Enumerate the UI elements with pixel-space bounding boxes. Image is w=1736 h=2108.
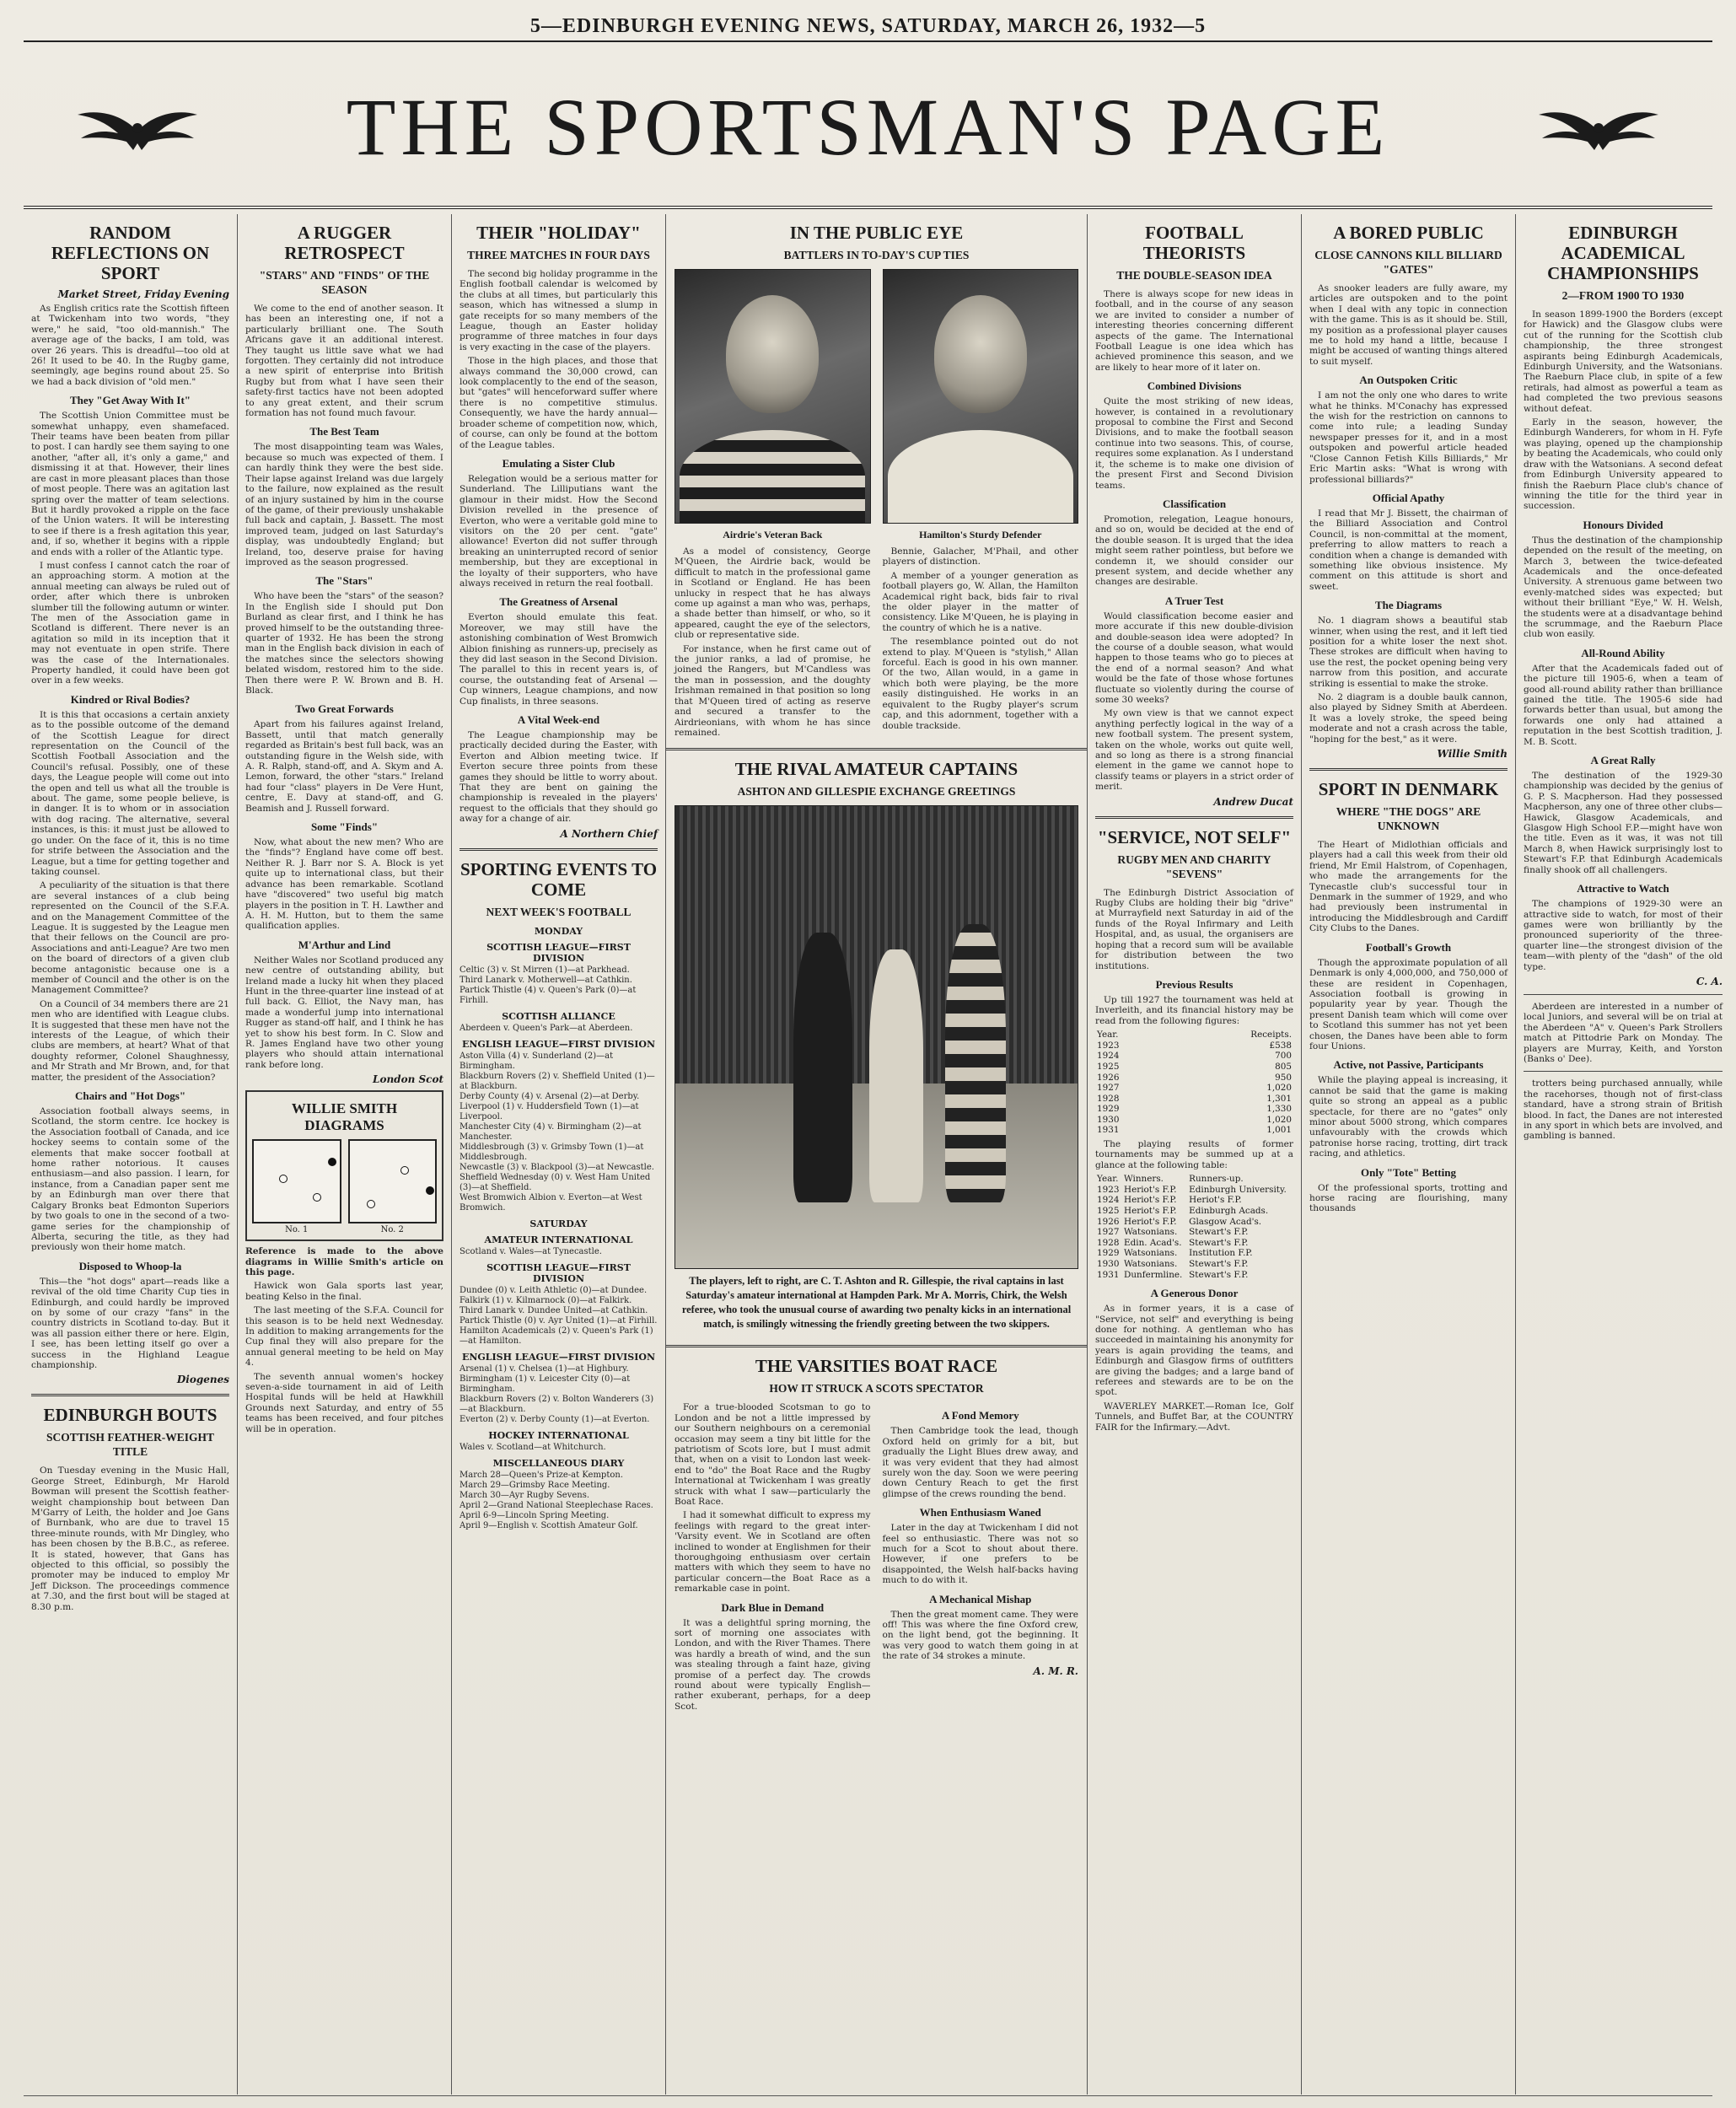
- article-paragraph: I must confess I cannot catch the roar of an approaching storm. A motion at the annual meeting can always be ruled out of order, after which there is unbroken slumber till the following autumn or winter. The men of the Association game in Scotland is different. There never is an agitation so mild in its inception that it may not eventuate in open strife. There was the case of the Internationales. Property handled, it could have been got over in a few weeks.: [31, 560, 229, 686]
- fixtures-heading: ENGLISH LEAGUE—FIRST DIVISION: [461, 1038, 656, 1050]
- article-paragraph: I am not the only one who dares to write what he thinks. M'Conachy has expressed the wish for the restriction on cannons to come into rule; a leading Sunday newspaper presses for it, and in a most outspoken and powerful article headed "Close Cannon Fetish Kills Billiards," Mr Eric Martin asks: "What is wrong with professional billiards?": [1309, 390, 1508, 485]
- article-paragraph: Promotion, relegation, League honours, and so on, would be decided at the end of the double season. It is urged that the idea might seem rather pointless, but before we condemn it, we should consider our present system, and decide whether any changes are desirable.: [1095, 514, 1293, 588]
- photo-caption: Airdrie's Veteran Back: [723, 529, 823, 540]
- fixture-line: Newcastle (3) v. Blackpool (3)—at Newcastle.: [460, 1162, 654, 1172]
- column-academical-championships: [1516, 214, 1730, 2095]
- fixtures-list: [460, 926, 658, 1531]
- article-paragraph: It was a delightful spring morning, the sort of morning one associates with London, and with the River Thames. There was hardly a breath of wind, and the sun was stealing through a faint haze, giving promise of a perfect day. The crowds round about were typically English—rather exuberant, perhaps, for a deep Scot.: [675, 1617, 871, 1712]
- column-random-reflections: [24, 214, 238, 2095]
- subheading: Disposed to Whoop-la: [78, 1259, 182, 1272]
- table-row: [1095, 1073, 1293, 1084]
- subheading: A Generous Donor: [1150, 1287, 1239, 1300]
- table-row: [1095, 1270, 1293, 1281]
- section-divider: [1524, 1071, 1723, 1072]
- table-row: [1095, 1104, 1293, 1115]
- subheading: Football's Growth: [1365, 940, 1452, 954]
- article-headline: SPORT IN DENMARK: [1318, 779, 1499, 800]
- table-cell: 1930: [1097, 1259, 1120, 1270]
- fixture-line: Partick Thistle (4) v. Queen's Park (0)—at Firhill.: [460, 985, 637, 1005]
- article-headline: EDINBURGH ACADEMICAL CHAMPIONSHIPS: [1547, 223, 1699, 283]
- article-paragraph: Then Cambridge took the lead, though Oxford held on grimly for a bit, but gradually the Light Blues drew away, and it was very evident that they had almost surely won the day. Soon we were peering down Century Reach to get the first glimpse of the crews rounding the bend.: [882, 1426, 1078, 1499]
- article-paragraph: Of the professional sports, trotting and horse racing are flourishing, many thousands: [1309, 1182, 1508, 1214]
- fixture-line: Falkirk (1) v. Kilmarnock (0)—at Falkirk.: [460, 1295, 632, 1305]
- article-headline: THE VARSITIES BOAT RACE: [755, 1356, 998, 1377]
- table-cell: 1931: [1097, 1125, 1120, 1136]
- article-paragraph: My own view is that we cannot expect anything perfectly logical in the way of a new football system. The present system, taken on the whole, works out quite well, and so long as there is a strong financial element in the game we cannot hope to classify teams or players in a strict order of merit.: [1095, 708, 1293, 793]
- article-paragraph: For a true-blooded Scotsman to go to London and be not a little impressed by our Southern neighbours on a ceremonial occasion may seem a tiny bit little for the patriotism of Scots lore, but I must admit that, when on a visit to London last week-end to "do" the Boat Race and the Rugby International at Twickenham I was greatly struck with what I saw—particularly the Boat Race.: [675, 1402, 871, 1507]
- subheading: When Enthusiasm Waned: [919, 1506, 1041, 1519]
- column-centre-features: [666, 214, 1088, 2095]
- table-cell: Heriot's F.P.: [1124, 1195, 1177, 1206]
- article-paragraph: Then the great moment came. They were off! This was where the fine Oxford crew, on the light bend, got the beginning. It was very good to watch them going in at the rate of 34 strokes a minute.: [882, 1609, 1078, 1662]
- table-cell: 1929: [1097, 1248, 1120, 1259]
- author-signature: Diogenes: [176, 1374, 229, 1386]
- article-paragraph: Those in the high places, and those that always command the 30,000 crowd, can look complacently to the end of the season, but "gates" will henceforward suffer where there is no competitive stimulus. Consequently, we have the hardy annual—broader scheme of competition now, which, of course, can only be found at the bottom of the League tables.: [460, 356, 658, 450]
- subheading: All-Round Ability: [1581, 646, 1665, 659]
- article-paragraph: For instance, when he first came out of the junior ranks, a lad of promise, he joined the Rangers, but M'Candless was the man in possession, and the doughty Irishman remained in that position so long that M'Queen tired of acting as reserve and secured a transfer to the Airdrieonians, with whom he has since remained.: [675, 643, 871, 738]
- table-cell: Edinburgh Acads.: [1189, 1206, 1269, 1217]
- article-paragraph: The most disappointing team was Wales, because so much was expected of them. I can hardly think they were the best side. Their lapse against Ireland was due largely to the failure, now explained as the result of an injury sustained by him in the course of the game, of their previously unshakable full back and captain, J. Bassett. The most improved team, judged on last Saturday's display, was undoubtedly England; but Ireland, too, deserve praise for having improved as the season progressed.: [245, 442, 443, 567]
- table-cell: 1927: [1097, 1083, 1120, 1094]
- fixture-line: Wales v. Scotland—at Whitchurch.: [460, 1442, 606, 1452]
- masthead: [24, 47, 1712, 209]
- table-cell: 1,020: [1266, 1114, 1292, 1125]
- subheading: A Mechanical Mishap: [929, 1592, 1032, 1605]
- fixture-line: Aston Villa (4) v. Sunderland (2)—at Birmingham.: [460, 1051, 614, 1071]
- billiard-ball-icon: [279, 1175, 288, 1183]
- billiard-ball-icon: [426, 1186, 434, 1195]
- article-paragraph: This—the "hot dogs" apart—reads like a revival of the old time Charity Cup ties in Edinburgh, and could hardly be improved on by some of our crazy "fans" in the country districts in Scotland to-day. But it was all passion either there or here. Elgin, I see, has been letting itself go over a success in the Highland League championship.: [31, 1276, 229, 1370]
- table-cell: Institution F.P.: [1189, 1248, 1253, 1259]
- article-paragraph: The League championship may be practically decided during the Easter, with Everton and Albion meeting twice. If Everton secure three points from these games they should be little to worry about. That they are bent on gaining the championship is revealed in the players' request to the officials that they should go away for a change of air.: [460, 730, 658, 825]
- table-cell: Heriot's F.P.: [1124, 1206, 1177, 1217]
- author-signature: Willie Smith: [1437, 748, 1508, 761]
- section-divider: [31, 1394, 229, 1396]
- article-paragraph: Now, what about the new men? Who are the "finds"? England have come off best. Neither R. J. Barr nor S. A. Block is yet quite up to international class, but their advance has been remarkable. Scotland have "discovered" two useful big match players in the position in T. H. Lawther and A. H. M. Hutton, but to them the same qualification applies.: [245, 837, 443, 932]
- table-cell: 700: [1275, 1051, 1292, 1062]
- fixtures-heading: SCOTTISH ALLIANCE: [502, 1010, 615, 1022]
- table-row: [1095, 1185, 1293, 1196]
- boat-race-section: [666, 1356, 1087, 1722]
- article-paragraph: Aberdeen are interested in a number of local Juniors, and several will be on trial at the Aberdeen "A" v. Queen's Park Strollers match at Pittodrie Park on Monday. The players are Murray, Keith, and Yorston (Banks o' Dee).: [1524, 1001, 1723, 1064]
- portrait-photo: [675, 269, 871, 524]
- article-paragraph: The Edinburgh District Association of Rugby Clubs are holding their big "drive" at Murrayfield next Saturday in aid of the funds of the Royal Infirmary and Leith Hospital, and, as usual, the organisers are hoping that a record sum will be available for distribution between the two institutions.: [1095, 887, 1293, 971]
- fixtures-heading: MONDAY: [534, 925, 583, 937]
- fixture-line: March 28—Queen's Prize-at Kempton.: [460, 1470, 623, 1480]
- table-row: [1095, 1115, 1293, 1126]
- article-paragraph: Thus the destination of the championship depended on the result of the meeting, on March 3, between the twice-defeated Academicals and the once-defeated University. A strenuous game between two evenly-matched sides was expected; but without their brilliant "Eye," W. H. Welsh, the students were at a disadvantage behind the scrummage, and the Raeburn Place club won easily.: [1524, 535, 1723, 640]
- table-cell: Stewart's F.P.: [1189, 1237, 1249, 1248]
- article-paragraph: While the playing appeal is increasing, it cannot be said that the game is making quite so strong an appeal as a public spectacle, for there are no "gates" only minor about 5000 strong, which compares unfavourably with the crowds which patronise horse racing, trotting, dirt track racing, and athletics.: [1309, 1075, 1508, 1159]
- fixture-line: April 6-9—Lincoln Spring Meeting.: [460, 1510, 610, 1520]
- fixture-line: Blackburn Rovers (2) v. Sheffield United (1)—at Blackburn.: [460, 1071, 655, 1091]
- photo-face: [726, 295, 819, 413]
- article-paragraph: I had it somewhat difficult to express my feelings with regard to the great inter-'Varsity event. We in Scotland are often inclined to wonder at Englishmen for their thoroughgoing enthusiasm over certain matters with which they seem to have no particular concern—the Boat Race as a remarkable case in point.: [675, 1510, 871, 1594]
- fixture-line: Hamilton Academicals (2) v. Queen's Park (1)—at Hamilton.: [460, 1326, 653, 1346]
- billiard-ball-icon: [313, 1193, 321, 1202]
- table-header: Year.: [1097, 1030, 1119, 1041]
- portrait-photo: [883, 269, 1079, 524]
- subheading: Active, not Passive, Participants: [1333, 1058, 1484, 1072]
- article-deck: HOW IT STRUCK A SCOTS SPECTATOR: [769, 1382, 984, 1395]
- fixture-line: Middlesbrough (3) v. Grimsby Town (1)—at Middlesbrough.: [460, 1142, 644, 1162]
- table-row: [1095, 1259, 1293, 1270]
- diagram-title: WILLIE SMITH DIAGRAMS: [291, 1100, 398, 1134]
- article-paragraph: We come to the end of another season. It has been an interesting one, if not a particularly brilliant one. The South Africans gave it an additional interest. They taught us little save what we had forgotten. They certainly did not introduce a new spirit of enterprise into British Rugby but from what I have seen their safety-first tactics have not been adopted to any great extent, and their scrum formation has not found much favour.: [245, 304, 443, 419]
- table-cell: Watsonians.: [1124, 1227, 1178, 1238]
- article-paragraph: Would classification become easier and more accurate if this new double-division and double-season idea were adopted? In the course of a double season, what would happen to those teams who go to pieces at the end of a normal season? And what would be the fate of those whose fortunes fluctuate so violently during the course of some 30 weeks?: [1095, 610, 1293, 705]
- table-cell: 1925: [1097, 1061, 1120, 1072]
- article-paragraph: The Heart of Midlothian officials and players had a call this week from their old friend, Mr Emil Halstrom, of Copenhagen, who made the arrangements for the Tynecastle club's successful tour in Denmark in the summer of 1929, and who had previously been instrumental in introducing the Middlesbrough and Cardiff City Clubs to the Danes.: [1309, 840, 1508, 934]
- billiard-ball-icon: [328, 1158, 336, 1166]
- article-headline: SPORTING EVENTS TO COME: [460, 858, 658, 900]
- table-cell: 1,301: [1266, 1093, 1292, 1104]
- subheading: A Fond Memory: [941, 1409, 1019, 1422]
- article-paragraph: On a Council of 34 members there are 21 men who are identified with League clubs. It is suggested that these men have not the interests of the League, of which their clubs are members, at heart? What of that doughty reformer, Colonel Shaughnessy, and Mr Strath and Mr Brown, and, for that matter, the president of the Association?: [31, 998, 229, 1083]
- article-deck: NEXT WEEK'S FOOTBALL: [486, 905, 632, 918]
- subheading: Some "Finds": [310, 820, 379, 834]
- subheading: A Great Rally: [1590, 754, 1656, 767]
- billiard-table-diagram: [348, 1139, 438, 1223]
- table-cell: Stewart's F.P.: [1189, 1259, 1249, 1270]
- table-cell: 1,020: [1266, 1083, 1292, 1094]
- article-deck: CLOSE CANNONS KILL BILLIARD "GATES": [1314, 249, 1502, 276]
- article-paragraph: Apart from his failures against Ireland, Bassett, until that match generally regarded as Britain's best full back, was an outstanding figure in the Welsh side, with A. R. Ralph, stand-off, and A. Skym and A. Lemon, forward, the other "stars." Ireland had four "class" players in De Vere Hunt, centre, E. Davy at stand-off, and G. Beamish and J. Russell forward.: [245, 719, 443, 814]
- photo-player: [793, 933, 852, 1202]
- table-cell: 805: [1275, 1061, 1292, 1072]
- section-divider: [1309, 768, 1508, 771]
- eagle-ornament-icon: [74, 99, 201, 159]
- table-cell: Stewart's F.P.: [1189, 1269, 1249, 1280]
- article-paragraph: In season 1899-1900 the Borders (except for Hawick) and the Glasgow clubs were cut of the running for the Scottish club championship, the three strongest aspirants being Edinburgh Academicals, Edinburgh University, and the Watsonians. The Raeburn Place club, in spite of a few retirals, had almost as powerful a team as had completed the two previous seasons without defeat.: [1524, 309, 1723, 414]
- article-paragraph: A peculiarity of the situation is that there are several instances of a club being represented on the Council of the S.F.A. and on the Management Committee of the League. It is suggested by the League men that their fellows on the Council are pro-Associations and anti-League? Are two men on the board of directors of a given club become antagonistic because one is a member of Council and the other is on the Management Committee?: [31, 880, 229, 996]
- table-cell: Stewart's F.P.: [1189, 1227, 1249, 1238]
- table-cell: 1927: [1097, 1227, 1120, 1238]
- article-headline: A BORED PUBLIC: [1333, 223, 1484, 243]
- fixture-line: Everton (2) v. Derby County (1)—at Everton.: [460, 1414, 650, 1424]
- subheading: Official Apathy: [1372, 491, 1445, 504]
- subheading: M'Arthur and Lind: [298, 938, 391, 951]
- fixtures-heading: SCOTTISH LEAGUE—FIRST DIVISION: [486, 941, 631, 964]
- subheading: Only "Tote" Betting: [1361, 1165, 1456, 1179]
- article-paragraph: The second big holiday programme in the English football calendar is welcomed by the clubs at all times, but particularly this season, which has witnessed a slump in gate receipts for so many members of the League, though an Easter holiday programme of three matches in four days is very exacting in the case of the players.: [460, 269, 658, 352]
- running-head: 5—EDINBURGH EVENING NEWS, SATURDAY, MARCH 26, 1932—5: [24, 12, 1712, 42]
- article-paragraph: As a model of consistency, George M'Queen, the Airdrie back, would be difficult to match in the professional game in Scotland or England. He has been unlucky in respect that he has always come up against a man who was, perhaps, a shade better than himself, or who, so it appeared, caught the eye of the selectors, club or representative side.: [675, 546, 871, 641]
- subheading: They "Get Away With It": [70, 394, 191, 407]
- table-cell: 1929: [1097, 1104, 1120, 1115]
- article-paragraph: No. 1 diagram shows a beautiful stab winner, when using the rest, and it left tied position for a white loser the next shot. These strokes are difficult when having to use the rest, the pocket opening being very narrow from this position, and accurate striking is essential to make the stroke.: [1309, 616, 1508, 689]
- table-row: [1095, 1094, 1293, 1105]
- article-deck: 2—FROM 1900 TO 1930: [1561, 289, 1685, 302]
- subheading: The Greatness of Arsenal: [499, 595, 618, 609]
- author-signature: A Northern Chief: [560, 827, 658, 840]
- article-headline: IN THE PUBLIC EYE: [789, 223, 964, 243]
- table-cell: 1925: [1097, 1206, 1120, 1217]
- fixture-line: April 9—English v. Scottish Amateur Golf.: [460, 1520, 638, 1530]
- subheading: Combined Divisions: [1147, 379, 1242, 393]
- fixture-line: Aberdeen v. Queen's Park—at Aberdeen.: [460, 1023, 633, 1033]
- author-signature: C. A.: [1696, 975, 1723, 987]
- fixture-line: Sheffield Wednesday (0) v. West Ham United (3)—at Sheffield.: [460, 1172, 651, 1192]
- table-row: [1095, 1062, 1293, 1073]
- article-paragraph: The champions of 1929-30 were an attractive side to watch, for most of their games were won brilliantly by the pronounced superiority of the three-quarter line—the strongest division of the team—with plenty of the "dash" of the old type.: [1524, 899, 1723, 972]
- table-row: [1095, 1206, 1293, 1217]
- article-paragraph: Reference is made to the above diagrams in Willie Smith's article on this page.: [245, 1246, 443, 1277]
- author-signature: London Scot: [373, 1073, 443, 1086]
- fixture-line: Manchester City (4) v. Birmingham (2)—at Manchester.: [460, 1121, 642, 1142]
- subheading: The "Stars": [315, 574, 374, 588]
- fixture-line: Liverpool (1) v. Huddersfield Town (1)—at Liverpool.: [460, 1101, 639, 1121]
- advertisement-text: WAVERLEY MARKET.—Roman Ice, Golf Tunnels, and Buffet Bar, at the COUNTRY FAIR for the Infirmary.—Advt.: [1095, 1401, 1293, 1433]
- photo-player: [869, 949, 923, 1202]
- subheading: Dark Blue in Demand: [721, 1600, 825, 1614]
- table-cell: 1926: [1097, 1072, 1120, 1083]
- article-deck: "STARS" AND "FINDS" OF THE SEASON: [259, 269, 430, 296]
- article-paragraph: There is always scope for new ideas in football, and in the course of any season we are invited to consider a number of interesting theories concerning different aspects of the game. The International Football League is one idea which has achieved prominence this season, and we are likely to hear more of it later on.: [1095, 289, 1293, 373]
- article-paragraph: A member of a younger generation as football players go, W. Allan, the Hamilton Academical right back, bids fair to rival the older player in the matter of consistency. Like M'Queen, he is playing in the country of which he is a native.: [882, 570, 1078, 633]
- subheading: Chairs and "Hot Dogs": [74, 1089, 186, 1103]
- article-paragraph: After that the Academicals faded out of the picture till 1905-6, when a team of good all-round ability rather than brilliance gained the title. The 1905-6 side had forwards better than usual, but among the forwards one only had attained a reputation in the best Scottish tradition, J. M. B. Scott.: [1524, 663, 1723, 747]
- amateur-captains-section: [666, 759, 1087, 1347]
- winners-table: [1095, 1174, 1293, 1280]
- public-eye-section: [666, 223, 1087, 750]
- fixture-line: March 29—Grimsby Race Meeting.: [460, 1480, 610, 1490]
- article-paragraph: I read that Mr J. Bissett, the chairman of the Billiard Association and Control Council, is non-committal at the moment, preferring to allow matters to reach a condition when a change is demanded with something like obvious insistence. My comment on this attitude is short and sweet.: [1309, 508, 1508, 592]
- table-cell: 1,001: [1266, 1125, 1292, 1136]
- fixtures-heading: HOCKEY INTERNATIONAL: [488, 1429, 629, 1441]
- dateline: Market Street, Friday Evening: [57, 288, 229, 300]
- column-bored-public: [1302, 214, 1516, 2095]
- section-divider: [1095, 816, 1293, 819]
- billiard-diagrams: [245, 1090, 443, 1241]
- match-photo: [675, 805, 1078, 1269]
- article-deck: SCOTTISH FEATHER-WEIGHT TITLE: [46, 1431, 214, 1459]
- subheading: The Diagrams: [1374, 599, 1443, 612]
- photo-jersey: [888, 430, 1073, 523]
- fixtures-heading: SATURDAY: [529, 1218, 588, 1229]
- table-cell: 1924: [1097, 1051, 1120, 1062]
- fixtures-heading: AMATEUR INTERNATIONAL: [484, 1234, 633, 1245]
- article-paragraph: The Scottish Union Committee must be somewhat unhappy, even shamefaced. Their teams have been beaten from pillar to post. I can hardly see them saying to one another, "after all, it's only a game," and dismissing it at that. However, their lines are cast in more pleasant places than those of most people. There was an agitation last spring over the matter of team selections. But it hardly provoked a ripple on the face of the Union waters. It will be interesting to see if there is a fresh agitation this year, and, if so, whether it begins with a ripple and ends with a roller of the Atlantic type.: [31, 411, 229, 557]
- photo-caption: The players, left to right, are C. T. Ashton and R. Gillespie, the rival captains in last Saturday's amateur international at Hampden Park. Mr A. Morris, Chirk, the Welsh referee, who took the unusual course of awarding two penalty kicks in an international match, is smilingly witnessing the friendly greeting between the two skippers.: [681, 1275, 1072, 1331]
- table-cell: 1931: [1097, 1269, 1120, 1280]
- table-cell: Heriot's F.P.: [1124, 1184, 1177, 1195]
- column-their-holiday: [452, 214, 666, 2095]
- article-paragraph: The last meeting of the S.F.A. Council for this season is to be held next Wednesday. In addition to making arrangements for the Cup final they will also prepare for the annual general meeting to be held on May 4.: [245, 1305, 443, 1369]
- article-paragraph: Early in the season, however, the Edinburgh Wanderers, for whom in H. Fyfe was playing, opened up the championship by beating the Academicals, who could only draw with the Watsonians. A second defeat from Edinburgh University appeared to finish the Raeburn Place club's chance of winning the title for the third year in succession.: [1524, 417, 1723, 512]
- fixture-line: Partick Thistle (0) v. Ayr United (1)—at Firhill.: [460, 1315, 658, 1326]
- table-cell: Watsonians.: [1124, 1259, 1178, 1270]
- fixtures-heading: MISCELLANEOUS DIARY: [492, 1457, 625, 1469]
- table-row: [1095, 1041, 1293, 1051]
- table-cell: Dunfermline.: [1124, 1269, 1183, 1280]
- subheading: An Outspoken Critic: [1359, 374, 1458, 387]
- article-paragraph: Who have been the "stars" of the season? In the English side I should put Don Burland as clear first, and I think he has proved himself to be the outstanding three-quarter of 1932. He has been the strong man in the English back division in each of the matches since the selectors showing belated wisdom, restored him to the side. Then there were P. W. Brown and B. H. Black.: [245, 591, 443, 696]
- article-paragraph: As in former years, it is a case of "Service, not self" and everything is being done for nothing. A gentleman who has succeeded in maintaining his anonymity for years is again providing the teams, and Edinburgh and Glasgow firms of outfitters are giving the badges; and a large band of referees and stewards are to be on the spot.: [1095, 1304, 1293, 1398]
- article-deck: THE DOUBLE-SEASON IDEA: [1116, 269, 1272, 282]
- fixture-line: March 30—Ayr Rugby Sevens.: [460, 1490, 590, 1500]
- column-football-theorists: [1088, 214, 1302, 2095]
- article-deck: ASHTON AND GILLESPIE EXCHANGE GREETINGS: [737, 785, 1016, 799]
- page-columns: [24, 214, 1723, 2095]
- fixture-line: Blackburn Rovers (2) v. Bolton Wanderers (3)—at Blackburn.: [460, 1394, 654, 1414]
- article-paragraph: Neither Wales nor Scotland produced any new centre of outstanding ability, but Ireland made a lucky hit when they placed Hunt in the three-quarter line instead of at full back. G. Elliot, the Navy man, has made a wonderful jump into international Rugger as stand-off half, and I think he has yet to show his best form. In C. Slow and R. James England have two other young players who should attain international rank before long.: [245, 955, 443, 1070]
- table-cell: 950: [1275, 1072, 1292, 1083]
- subheading: Classification: [1162, 497, 1227, 510]
- article-headline: "SERVICE, NOT SELF": [1097, 826, 1292, 847]
- article-paragraph: trotters being purchased annually, while the racehorses, though not of first-class standard, have a strong strain of British blood. In fact, the Danes are not interested in any sport in which bets are involved, and gambling is banned.: [1524, 1078, 1723, 1142]
- article-paragraph: Bennie, Galacher, M'Phail, and other players of distinction.: [882, 546, 1078, 567]
- table-row: [1095, 1125, 1293, 1136]
- table-cell: 1923: [1097, 1040, 1120, 1051]
- table-cell: Watsonians.: [1124, 1248, 1178, 1259]
- column-rugger-retrospect: [238, 214, 452, 2095]
- fixture-line: Scotland v. Wales—at Tynecastle.: [460, 1246, 602, 1256]
- article-deck: RUGBY MEN AND CHARITY "SEVENS": [1117, 852, 1271, 880]
- table-cell: Edinburgh University.: [1189, 1184, 1287, 1195]
- table-cell: 1928: [1097, 1237, 1120, 1248]
- subheading: Two Great Forwards: [295, 702, 394, 716]
- fixture-line: Dundee (0) v. Leith Athletic (0)—at Dundee.: [460, 1285, 648, 1295]
- table-header: Year.: [1097, 1174, 1119, 1185]
- subheading: A Truer Test: [1164, 594, 1224, 607]
- fixture-line: Third Lanark v. Dundee United—at Cathkin.: [460, 1305, 648, 1315]
- article-paragraph: As English critics rate the Scottish fifteen at Twickenham into two words, "they were," he said, "too old-mannish." The average age of the backs, I am told, was over 26 years. This is dreadful—too old at 26! It used to be 40. In the Rugby game, seemingly, age begins round about 25. So we had a back division of "old men.": [31, 304, 229, 387]
- article-paragraph: On Tuesday evening in the Music Hall, George Street, Edinburgh, Mr Harold Bowman will present the Scottish feather-weight championship bout between Dan M'Garry of Leith, the holder and Joe Gans of Burnbank, who are due to travel 15 three-minute rounds, with Mr Dingley, who has been chosen by the B.B.C., as referee. It is stated, however, that Gans has objected to this official, so possibly the promoter may be induced to employ Mr Jeff Dickson. The proceedings commence at 7.30, and the first bout will be staged at 8.30 p.m.: [31, 1465, 229, 1612]
- fixture-line: Arsenal (1) v. Chelsea (1)—at Highbury.: [460, 1363, 629, 1374]
- fixtures-heading: ENGLISH LEAGUE—FIRST DIVISION: [461, 1351, 656, 1363]
- diagram-caption: No. 1: [285, 1225, 309, 1235]
- article-deck: BATTLERS IN TO-DAY'S CUP TIES: [783, 249, 970, 261]
- subheading: Emulating a Sister Club: [502, 456, 615, 470]
- table-cell: Edin. Acad's.: [1124, 1237, 1182, 1248]
- fixture-line: Celtic (3) v. St Mirren (1)—at Parkhead.: [460, 965, 630, 975]
- masthead-title: THE SPORTSMAN'S PAGE: [346, 81, 1390, 172]
- table-row: [1095, 1238, 1293, 1249]
- fixture-line: Derby County (4) v. Arsenal (2)—at Derby.: [460, 1091, 640, 1101]
- subheading: Previous Results: [1155, 977, 1233, 991]
- table-cell: 1924: [1097, 1195, 1120, 1206]
- table-row: [1095, 1195, 1293, 1206]
- subheading: Kindred or Rival Bodies?: [70, 692, 191, 706]
- table-cell: 1926: [1097, 1216, 1120, 1227]
- article-paragraph: The resemblance pointed out do not extend to play. M'Queen is "stylish," Allan forceful. Each is good in his own manner. Of the two, Allan would, in a game in which both were playing, be the more easily distinguished. He works in an equivalent to the Rugby player's scrum cap, and this adornment, together with a double trackside.: [882, 637, 1078, 731]
- article-paragraph: The playing results of former tournaments may be summed up at a glance at the following table:: [1095, 1139, 1293, 1170]
- article-paragraph: Quite the most striking of new ideas, however, is contained in a revolutionary proposal to combine the First and Second Divisions, and to make the football season continue into two seasons. This, of course, requires some explanation. As I understand it, the scheme is to make one division of the present First and Second Division teams.: [1095, 396, 1293, 491]
- billiard-ball-icon: [400, 1166, 409, 1175]
- page-bottom-rule: [24, 2095, 1712, 2096]
- article-headline: THEIR "HOLIDAY": [476, 223, 641, 243]
- table-cell: £538: [1269, 1040, 1292, 1051]
- photo-caption: Hamilton's Sturdy Defender: [919, 529, 1042, 540]
- section-divider: [1524, 994, 1723, 995]
- fixtures-heading: SCOTTISH LEAGUE—FIRST DIVISION: [486, 1261, 631, 1284]
- table-row: [1095, 1083, 1293, 1094]
- article-headline: FOOTBALL THEORISTS: [1142, 223, 1246, 263]
- article-paragraph: It is this that occasions a certain anxiety as to the possible outcome of the demand of the Scottish League for direct representation on the Council of the Scottish Football Association and the Council's refusal. Possibly, one of these days, the League people will come out into the open and tell us what all the trouble is about. The game, some people believe, is in danger. It is to whom or in association with dog racing. The alternative, several instances, is this: it must just be allowed to go under. On the face of it, this is no time for strife between the Association and the League, but a time for getting together and taking counsel.: [31, 709, 229, 877]
- section-divider: [460, 848, 658, 851]
- table-row: [1095, 1217, 1293, 1228]
- table-cell: 1928: [1097, 1093, 1120, 1104]
- diagram-caption: No. 2: [380, 1225, 404, 1235]
- article-paragraph: The seventh annual women's hockey seven-a-side tournament in aid of Leith Hospital funds will be held at Hawkhill Grounds next Saturday, and entry of 55 teams has been received, and four pitches will be in operation.: [245, 1371, 443, 1434]
- table-header: Winners.: [1124, 1174, 1164, 1185]
- billiard-ball-icon: [367, 1200, 375, 1208]
- article-deck: WHERE "THE DOGS" ARE UNKNOWN: [1336, 805, 1481, 833]
- article-paragraph: As snooker leaders are fully aware, my articles are outspoken and to the point when I deal with any topic in connection with the game. This is as it should be. Still, my position as a professional player causes me to hold my hand a little, because I might be accused of wanting things altered to suit myself.: [1309, 283, 1508, 367]
- table-cell: 1923: [1097, 1184, 1120, 1195]
- billiard-table-diagram: [252, 1139, 341, 1223]
- article-headline: A RUGGER RETROSPECT: [284, 223, 405, 263]
- article-headline: EDINBURGH BOUTS: [43, 1405, 218, 1426]
- fixture-line: West Bromwich Albion v. Everton—at West Bromwich.: [460, 1192, 642, 1213]
- article-paragraph: Later in the day at Twickenham I did not feel so enthusiastic. There was not so much for a Scot to shout about there. However, if one prefers to be disappointed, the Welsh half-backs having much to do with it.: [882, 1523, 1078, 1586]
- table-cell: 1,330: [1266, 1104, 1292, 1115]
- article-paragraph: No. 2 diagram is a double baulk cannon, also played by Sidney Smith at Aberdeen. It was a lovely stroke, the speed being moderate and not a crash across the table, "hoping for the best," as it were.: [1309, 692, 1508, 745]
- article-paragraph: Though the approximate population of all Denmark is only 4,000,000, and 750,000 of these are resident in Copenhagen, Association football is growing in popularity year by year. Though the present Danish team which will come over to Scotland this summer has not yet been chosen, the Danes have been able to form four Unions.: [1309, 957, 1508, 1051]
- article-paragraph: Everton should emulate this feat. Moreover, we may still have the astonishing combination of West Bromwich Albion finishing as runners-up, precisely as they did last season in the Second Division. The parallel to this in recent years is, of course, the outstanding feat of Arsenal — Cup winners, League champions, and now Cup finalists, in three seasons.: [460, 612, 658, 707]
- table-cell: Heriot's F.P.: [1189, 1195, 1242, 1206]
- eagle-ornament-icon: [1535, 99, 1662, 159]
- fixture-line: April 2—Grand National Steeplechase Races.: [460, 1500, 653, 1510]
- photo-player: [945, 924, 1006, 1202]
- table-row: [1095, 1051, 1293, 1062]
- author-signature: A. M. R.: [1033, 1664, 1078, 1677]
- fixture-line: Birmingham (1) v. Leicester City (0)—at Birmingham.: [460, 1374, 631, 1394]
- table-header: Runners-up.: [1189, 1174, 1244, 1185]
- article-paragraph: Up till 1927 the tournament was held at Inverleith, and its financial history may be read from the following figures:: [1095, 994, 1293, 1026]
- article-paragraph: The destination of the 1929-30 championship was decided by the genius of G. P. S. Macpherson. Had they possessed Macpherson, any one of three other clubs—Hawick, Glasgow Academicals, and Glasgow High School F.P.—might have won the title. Even as it was, it was not till March 8, when Hawick surprisingly lost to Stewart's F.P. that Edinburgh Academicals finally shook off all challengers.: [1524, 771, 1723, 875]
- article-headline: RANDOM REFLECTIONS ON SPORT: [51, 223, 210, 283]
- photo-face: [934, 295, 1027, 413]
- table-cell: Heriot's F.P.: [1124, 1216, 1177, 1227]
- article-deck: THREE MATCHES IN FOUR DAYS: [467, 249, 650, 261]
- table-row: [1095, 1248, 1293, 1259]
- receipts-table: [1095, 1030, 1293, 1136]
- table-header: Receipts.: [1250, 1030, 1292, 1041]
- table-row: [1095, 1227, 1293, 1238]
- subheading: Honours Divided: [1583, 518, 1663, 531]
- subheading: Attractive to Watch: [1577, 882, 1669, 895]
- subheading: The Best Team: [309, 425, 379, 438]
- table-cell: Glasgow Acad's.: [1189, 1216, 1262, 1227]
- photo-jersey: [680, 430, 865, 523]
- article-paragraph: Relegation would be a serious matter for Sunderland. The Lilliputians want the glamour in their midst. How the Second Division revelled in the presence of Everton, who were a veritable gold mine to visitors on the 20 per cent. "gate" allowance! Everton did not suffer through breaking an uninterrupted record of senior membership, but they are exceptional in the loyalty of their supporters, who have always received in return the real football.: [460, 473, 658, 589]
- author-signature: Andrew Ducat: [1213, 795, 1293, 808]
- subheading: A Vital Week-end: [517, 713, 600, 727]
- table-cell: 1930: [1097, 1114, 1120, 1125]
- article-headline: THE RIVAL AMATEUR CAPTAINS: [734, 759, 1018, 780]
- fixture-line: Third Lanark v. Motherwell—at Cathkin.: [460, 975, 632, 985]
- article-paragraph: Hawick won Gala sports last year, beating Kelso in the final.: [245, 1281, 443, 1302]
- article-paragraph: Association football always seems, in Scotland, the storm centre. Ice hockey is the Association football of Canada, and ice hockey seems to contain some of the elements that make soccer football at home rather notorious. It causes enthusiasm—and also passion. I learn, for instance, from a Canadian paper sent me by an Edinburgh man over there that Calgary Bronks beat Edmonton Superiors by two goals to one in the second of a two-game series for the championship of Alberta, securing the title, as they had previously won their home match.: [31, 1106, 229, 1253]
